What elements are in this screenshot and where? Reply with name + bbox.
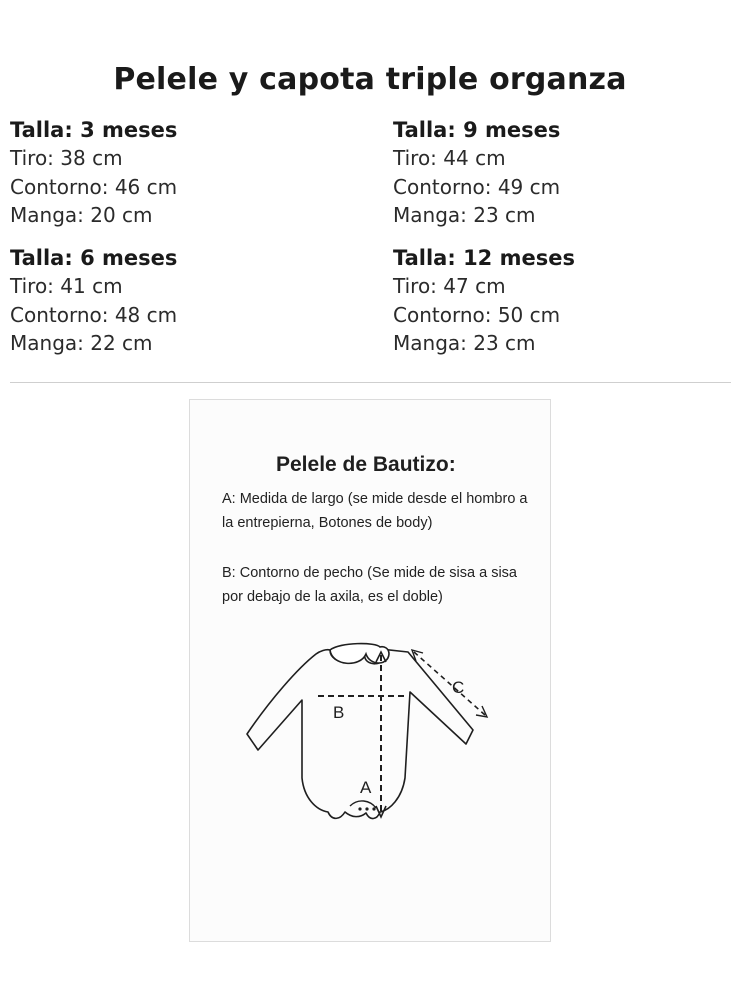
measure-b-description: B: Contorno de pecho (Se mide de sisa a sisa por debajo de la axila, es el doble) [222,565,517,605]
leg-opening [350,801,376,808]
snap-dot [358,807,361,810]
snap-dot [365,807,368,810]
tiro-value: Tiro: 47 cm [393,274,506,298]
size-label: Talla: 3 meses [10,118,178,142]
contorno-value: Contorno: 49 cm [393,174,561,199]
size-label: Talla: 6 meses [10,246,178,270]
size-block-6-meses [10,244,340,358]
size-block-12-meses [393,244,723,358]
measure-a-description: A: Medida de largo (se mide desde el hombro a la entrepierna, Botones de body) [222,491,528,531]
bodysuit-diagram [190,400,552,943]
card-title: Pelele de Bautizo: [276,453,456,476]
section-divider [10,382,731,383]
manga-value: Manga: 23 cm [393,331,536,355]
label-a: A [360,778,372,797]
tiro-value: Tiro: 38 cm [10,146,123,170]
contorno-value: Contorno: 48 cm [10,302,178,327]
size-label: Talla: 12 meses [393,246,575,270]
measurement-card [189,399,551,942]
tiro-value: Tiro: 44 cm [393,146,506,170]
contorno-value: Contorno: 46 cm [10,174,178,199]
manga-value: Manga: 22 cm [10,331,153,355]
snap-dot [372,807,375,810]
manga-value: Manga: 23 cm [393,203,536,227]
contorno-value: Contorno: 50 cm [393,302,561,327]
size-block-9-meses [393,116,723,230]
page-title: Pelele y capota triple organza [113,62,627,97]
label-b: B [333,703,345,722]
size-block-3-meses [10,116,340,230]
label-c: C [452,678,465,697]
manga-value: Manga: 20 cm [10,203,153,227]
tiro-value: Tiro: 41 cm [10,274,123,298]
size-label: Talla: 9 meses [393,118,561,142]
